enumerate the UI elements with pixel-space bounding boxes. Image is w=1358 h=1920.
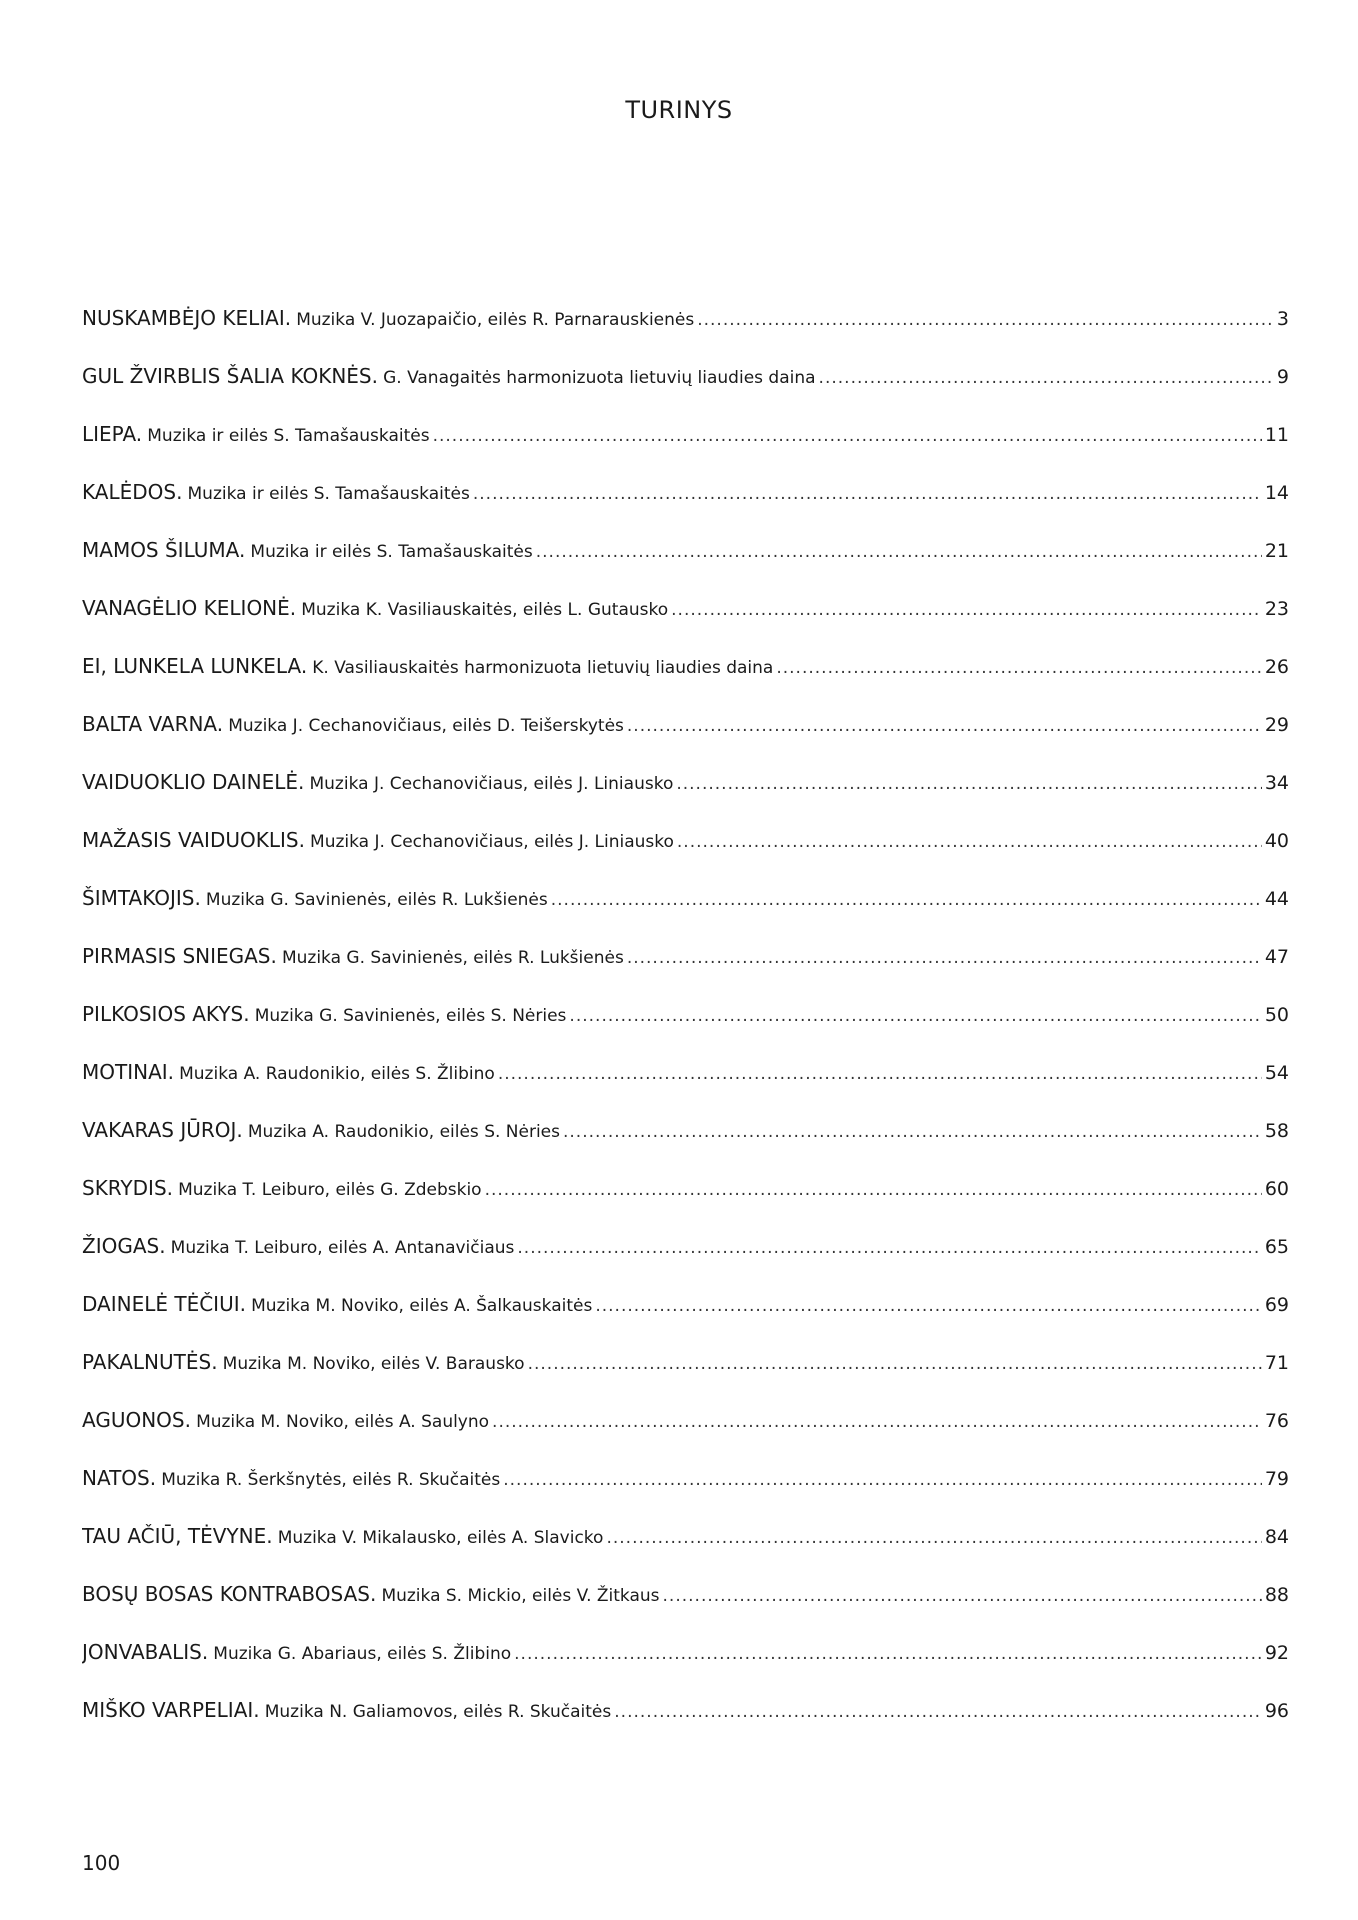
toc-entry-title: AGUONOS. xyxy=(82,1408,191,1432)
toc-entry[interactable] xyxy=(82,422,1289,480)
toc-entry-page: 88 xyxy=(1264,1584,1289,1606)
dot-leader xyxy=(819,368,1274,388)
toc-entry-page: 11 xyxy=(1264,424,1289,446)
toc-entry-page: 60 xyxy=(1264,1178,1289,1200)
dot-leader xyxy=(614,1702,1262,1722)
toc-entry-title: VAIDUOKLIO DAINELĖ. xyxy=(82,770,305,794)
toc-entry-page: 54 xyxy=(1264,1062,1289,1084)
toc-entry-page: 29 xyxy=(1264,714,1289,736)
dot-leader xyxy=(433,426,1262,446)
toc-entry-title: LIEPA. xyxy=(82,422,143,446)
dot-leader xyxy=(676,774,1261,794)
toc-entry-credit: K. Vasiliauskaitės harmonizuota lietuvių liaudies daina xyxy=(312,658,774,678)
dot-leader xyxy=(563,1122,1262,1142)
toc-entry-title: ŽIOGAS. xyxy=(82,1234,166,1258)
toc-entry-page: 69 xyxy=(1264,1294,1289,1316)
toc-entry-title: JONVABALIS. xyxy=(82,1640,209,1664)
toc-entry-page: 76 xyxy=(1264,1410,1289,1432)
toc-entry-page: 26 xyxy=(1264,656,1289,678)
toc-entry-page: 14 xyxy=(1264,482,1289,504)
table-of-contents xyxy=(82,306,1289,1756)
toc-entry-title: VANAGĖLIO KELIONĖ. xyxy=(82,596,297,620)
toc-entry-page: 58 xyxy=(1264,1120,1289,1142)
toc-entry[interactable] xyxy=(82,1466,1289,1524)
toc-entry-page: 50 xyxy=(1264,1004,1289,1026)
dot-leader xyxy=(492,1412,1262,1432)
toc-entry[interactable] xyxy=(82,1002,1289,1060)
toc-entry[interactable] xyxy=(82,1582,1289,1640)
toc-entry[interactable] xyxy=(82,1060,1289,1118)
toc-entry[interactable] xyxy=(82,1118,1289,1176)
toc-entry-credit: Muzika J. Cechanovičiaus, eilės D. Teišerskytės xyxy=(228,716,624,736)
toc-entry[interactable] xyxy=(82,596,1289,654)
toc-entry-title: PILKOSIOS AKYS. xyxy=(82,1002,250,1026)
toc-entry[interactable] xyxy=(82,1640,1289,1698)
toc-entry[interactable] xyxy=(82,364,1289,422)
dot-leader xyxy=(569,1006,1261,1026)
toc-entry-title: PIRMASIS SNIEGAS. xyxy=(82,944,277,968)
toc-entry-credit: Muzika ir eilės S. Tamašauskaitės xyxy=(147,426,430,446)
toc-entry[interactable] xyxy=(82,538,1289,596)
toc-entry-page: 92 xyxy=(1264,1642,1289,1664)
toc-entry-credit: Muzika ir eilės S. Tamašauskaitės xyxy=(187,484,470,504)
toc-entry-credit: Muzika K. Vasiliauskaitės, eilės L. Gutausko xyxy=(301,600,669,620)
toc-entry-title: SKRYDIS. xyxy=(82,1176,173,1200)
toc-entry-credit: Muzika R. Šerkšnytės, eilės R. Skučaitės xyxy=(161,1470,501,1490)
dot-leader xyxy=(595,1296,1261,1316)
toc-entry-credit: Muzika T. Leiburo, eilės G. Zdebskio xyxy=(178,1180,482,1200)
toc-entry-title: EI, LUNKELA LUNKELA. xyxy=(82,654,308,678)
toc-entry-title: MAŽASIS VAIDUOKLIS. xyxy=(82,828,305,852)
dot-leader xyxy=(677,832,1262,852)
toc-entry-credit: Muzika A. Raudonikio, eilės S. Nėries xyxy=(247,1122,560,1142)
toc-entry-credit: Muzika G. Abariaus, eilės S. Žlibino xyxy=(213,1644,512,1664)
dot-leader xyxy=(536,542,1262,562)
toc-entry-page: 34 xyxy=(1264,772,1289,794)
toc-entry[interactable] xyxy=(82,306,1289,364)
toc-entry-title: GUL ŽVIRBLIS ŠALIA KOKNĖS. xyxy=(82,364,378,388)
page-title: TURINYS xyxy=(625,96,733,124)
toc-entry-title: KALĖDOS. xyxy=(82,480,183,504)
dot-leader xyxy=(776,658,1261,678)
toc-entry-page: 71 xyxy=(1264,1352,1289,1374)
toc-entry[interactable] xyxy=(82,770,1289,828)
toc-entry-title: MOTINAI. xyxy=(82,1060,175,1084)
dot-leader xyxy=(663,1586,1262,1606)
toc-entry-credit: Muzika G. Savinienės, eilės S. Nėries xyxy=(254,1006,567,1026)
toc-entry-credit: Muzika J. Cechanovičiaus, eilės J. Liniausko xyxy=(309,774,674,794)
toc-entry-title: NATOS. xyxy=(82,1466,157,1490)
toc-entry-title: VAKARAS JŪROJ. xyxy=(82,1118,243,1142)
toc-entry-title: NUSKAMBĖJO KELIAI. xyxy=(82,306,292,330)
toc-entry[interactable] xyxy=(82,1698,1289,1756)
toc-entry-page: 21 xyxy=(1264,540,1289,562)
toc-entry[interactable] xyxy=(82,1408,1289,1466)
toc-entry-title: DAINELĖ TĖČIUI. xyxy=(82,1292,246,1316)
toc-entry-credit: Muzika M. Noviko, eilės A. Saulyno xyxy=(196,1412,490,1432)
toc-entry-page: 40 xyxy=(1264,830,1289,852)
toc-entry[interactable] xyxy=(82,1350,1289,1408)
toc-entry-page: 9 xyxy=(1276,366,1289,388)
toc-entry[interactable] xyxy=(82,886,1289,944)
toc-entry[interactable] xyxy=(82,828,1289,886)
dot-leader xyxy=(528,1354,1262,1374)
dot-leader xyxy=(627,948,1262,968)
toc-entry[interactable] xyxy=(82,712,1289,770)
toc-entry-page: 84 xyxy=(1264,1526,1289,1548)
dot-leader xyxy=(551,890,1262,910)
toc-entry[interactable] xyxy=(82,1292,1289,1350)
toc-entry-credit: Muzika N. Galiamovos, eilės R. Skučaitės xyxy=(264,1702,612,1722)
toc-entry-credit: G. Vanagaitės harmonizuota lietuvių liaudies daina xyxy=(383,368,816,388)
toc-entry-credit: Muzika A. Raudonikio, eilės S. Žlibino xyxy=(179,1064,495,1084)
toc-entry-title: BOSŲ BOSAS KONTRABOSAS. xyxy=(82,1582,377,1606)
page-number: 100 xyxy=(82,1851,121,1875)
toc-entry-credit: Muzika G. Savinienės, eilės R. Lukšienės xyxy=(205,890,548,910)
toc-entry-credit: Muzika ir eilės S. Tamašauskaitės xyxy=(250,542,533,562)
toc-entry-title: PAKALNUTĖS. xyxy=(82,1350,218,1374)
toc-entry[interactable] xyxy=(82,944,1289,1002)
toc-entry-title: ŠIMTAKOJIS. xyxy=(82,886,201,910)
toc-entry-page: 44 xyxy=(1264,888,1289,910)
toc-entry-page: 65 xyxy=(1264,1236,1289,1258)
toc-entry-credit: Muzika G. Savinienės, eilės R. Lukšienės xyxy=(281,948,624,968)
toc-entry-title: BALTA VARNA. xyxy=(82,712,224,736)
toc-entry[interactable] xyxy=(82,654,1289,712)
toc-entry[interactable] xyxy=(82,1234,1289,1292)
dot-leader xyxy=(514,1644,1262,1664)
dot-leader xyxy=(517,1238,1261,1258)
dot-leader xyxy=(671,600,1262,620)
toc-entry-credit: Muzika J. Cechanovičiaus, eilės J. Liniausko xyxy=(310,832,674,852)
toc-entry-page: 47 xyxy=(1264,946,1289,968)
dot-leader xyxy=(606,1528,1261,1548)
toc-entry-credit: Muzika M. Noviko, eilės V. Barausko xyxy=(222,1354,525,1374)
dot-leader xyxy=(498,1064,1262,1084)
dot-leader xyxy=(697,310,1274,330)
toc-entry-credit: Muzika T. Leiburo, eilės A. Antanavičiaus xyxy=(170,1238,515,1258)
toc-entry[interactable] xyxy=(82,1176,1289,1234)
dot-leader xyxy=(627,716,1262,736)
toc-entry-page: 23 xyxy=(1264,598,1289,620)
toc-entry-page: 79 xyxy=(1264,1468,1289,1490)
dot-leader xyxy=(485,1180,1262,1200)
toc-entry-credit: Muzika S. Mickio, eilės V. Žitkaus xyxy=(381,1586,660,1606)
toc-entry-title: MAMOS ŠILUMA. xyxy=(82,538,246,562)
toc-entry-credit: Muzika M. Noviko, eilės A. Šalkauskaitės xyxy=(251,1296,593,1316)
toc-entry-title: TAU AČIŪ, TĖVYNE. xyxy=(82,1524,273,1548)
toc-entry-credit: Muzika V. Mikalausko, eilės A. Slavicko xyxy=(277,1528,604,1548)
toc-entry-page: 3 xyxy=(1276,308,1289,330)
toc-entry[interactable] xyxy=(82,480,1289,538)
dot-leader xyxy=(503,1470,1262,1490)
dot-leader xyxy=(473,484,1262,504)
toc-entry-credit: Muzika V. Juozapaičio, eilės R. Parnarauskienės xyxy=(296,310,695,330)
toc-entry[interactable] xyxy=(82,1524,1289,1582)
toc-entry-page: 96 xyxy=(1264,1700,1289,1722)
toc-entry-title: MIŠKO VARPELIAI. xyxy=(82,1698,260,1722)
